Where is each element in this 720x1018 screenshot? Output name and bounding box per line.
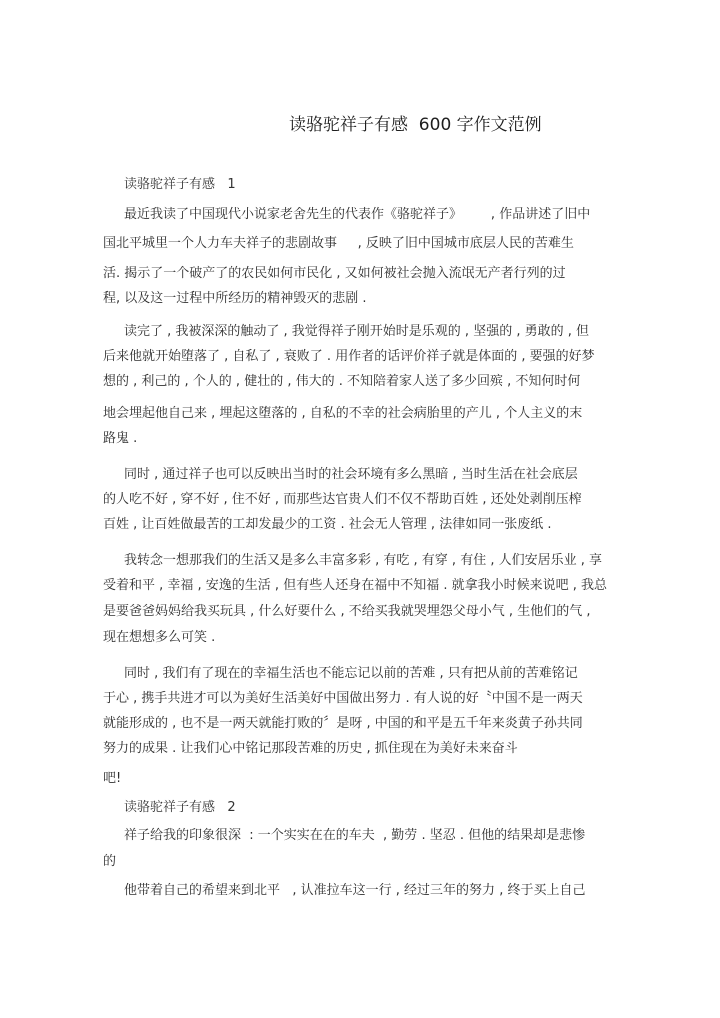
paragraph-line: 程, 以及这一过程中所经历的精神毁灭的悲剧 .: [103, 291, 367, 306]
paragraph-line: 想的 , 利己的 , 个人的 , 健壮的 , 伟大的 . 不知陪着家人送了多少回殡 , 不知何时何: [103, 374, 581, 389]
paragraph-line: 努力的成果 . 让我们心中铭记那段苦难的历史 , 抓住现在为美好未来奋斗: [103, 741, 518, 756]
paragraph-line: 他带着自己的希望来到北平 , 认准拉车这一行 , 经过三年的努力 , 终于买上自己: [124, 883, 586, 898]
paragraph-line: 祥子给我的印象很深 : 一个实实在在的车夫 , 勤劳 . 坚忍 . 但他的结果却是悲惨: [124, 828, 586, 843]
paragraph-line: 就能形成的 , 也不是一两天就能打败的〞是呀 , 中国的和平是五千年来炎黄子孙共同: [103, 716, 583, 731]
paragraph-line: 百姓 , 让百姓做最苦的工却发最少的工资 . 社会无人管理 , 法律如同一张废纸 .: [103, 517, 552, 532]
paragraph-line: 读完了 , 我被深深的触动了 , 我觉得祥子刚开始时是乐观的 , 坚强的 , 勇敢的 , 但: [124, 324, 589, 339]
paragraph-line: 吧!: [103, 771, 122, 786]
paragraph-line: 的: [103, 854, 117, 869]
paragraph-line: 是要爸爸妈妈给我买玩具 , 什么好要什么 , 不给买我就哭埋怨父母小气 , 生他们的气 ,: [103, 604, 591, 619]
paragraph-line: 受着和平 , 幸福 , 安逸的生活 , 但有些人还身在福中不知福 . 就拿我小时候来说吧 , 我总: [103, 578, 607, 593]
paragraph-line: 我转念一想那我们的生活又是多么丰富多彩 , 有吃 , 有穿 , 有住 , 人们安居乐业 , 享: [124, 553, 602, 568]
paragraph-line: 同时 , 通过祥子也可以反映出当时的社会环境有多么黑暗 , 当时生活在社会底层: [124, 467, 578, 482]
paragraph-line: 活. 揭示了一个破产了的农民如何市民化 , 又如何被社会抛入流氓无产者行列的过: [103, 266, 566, 281]
paragraph-line: 同时 , 我们有了现在的幸福生活也不能忘记以前的苦难 , 只有把从前的苦难铭记: [124, 666, 578, 681]
paragraph-line: 最近我读了中国现代小说家老舍先生的代表作《骆驼祥子》 , 作品讲述了旧中: [124, 207, 591, 222]
section-heading-1: 读骆驼祥子有感 1: [124, 177, 236, 192]
paragraph-line: 地会埋起他自己来 , 埋起这堕落的 , 自私的不幸的社会病胎里的产儿 , 个人主义的末: [103, 406, 583, 421]
section-heading-2: 读骆驼祥子有感 2: [124, 800, 236, 815]
paragraph-line: 于心 , 携手共进才可以为美好生活美好中国做出努力 . 有人说的好〝中国不是一两天: [103, 691, 583, 706]
paragraph-line: 路鬼 .: [103, 431, 138, 446]
paragraph-line: 现在想想多么可笑 .: [103, 630, 216, 645]
paragraph-line: 后来他就开始堕落了 , 自私了 , 衰败了 . 用作者的话评价祥子就是体面的 , 要强的好梦: [103, 349, 595, 364]
paragraph-line: 国北平城里一个人力车夫祥子的悲剧故事 , 反映了旧中国城市底层人民的苦难生: [103, 236, 574, 251]
paragraph-line: 的人吃不好 , 穿不好 , 住不好 , 而那些达官贵人们不仅不帮助百姓 , 还处处剥削压榨: [103, 492, 582, 507]
document-title: 读骆驼祥子有感 600 字作文范例: [289, 115, 542, 135]
